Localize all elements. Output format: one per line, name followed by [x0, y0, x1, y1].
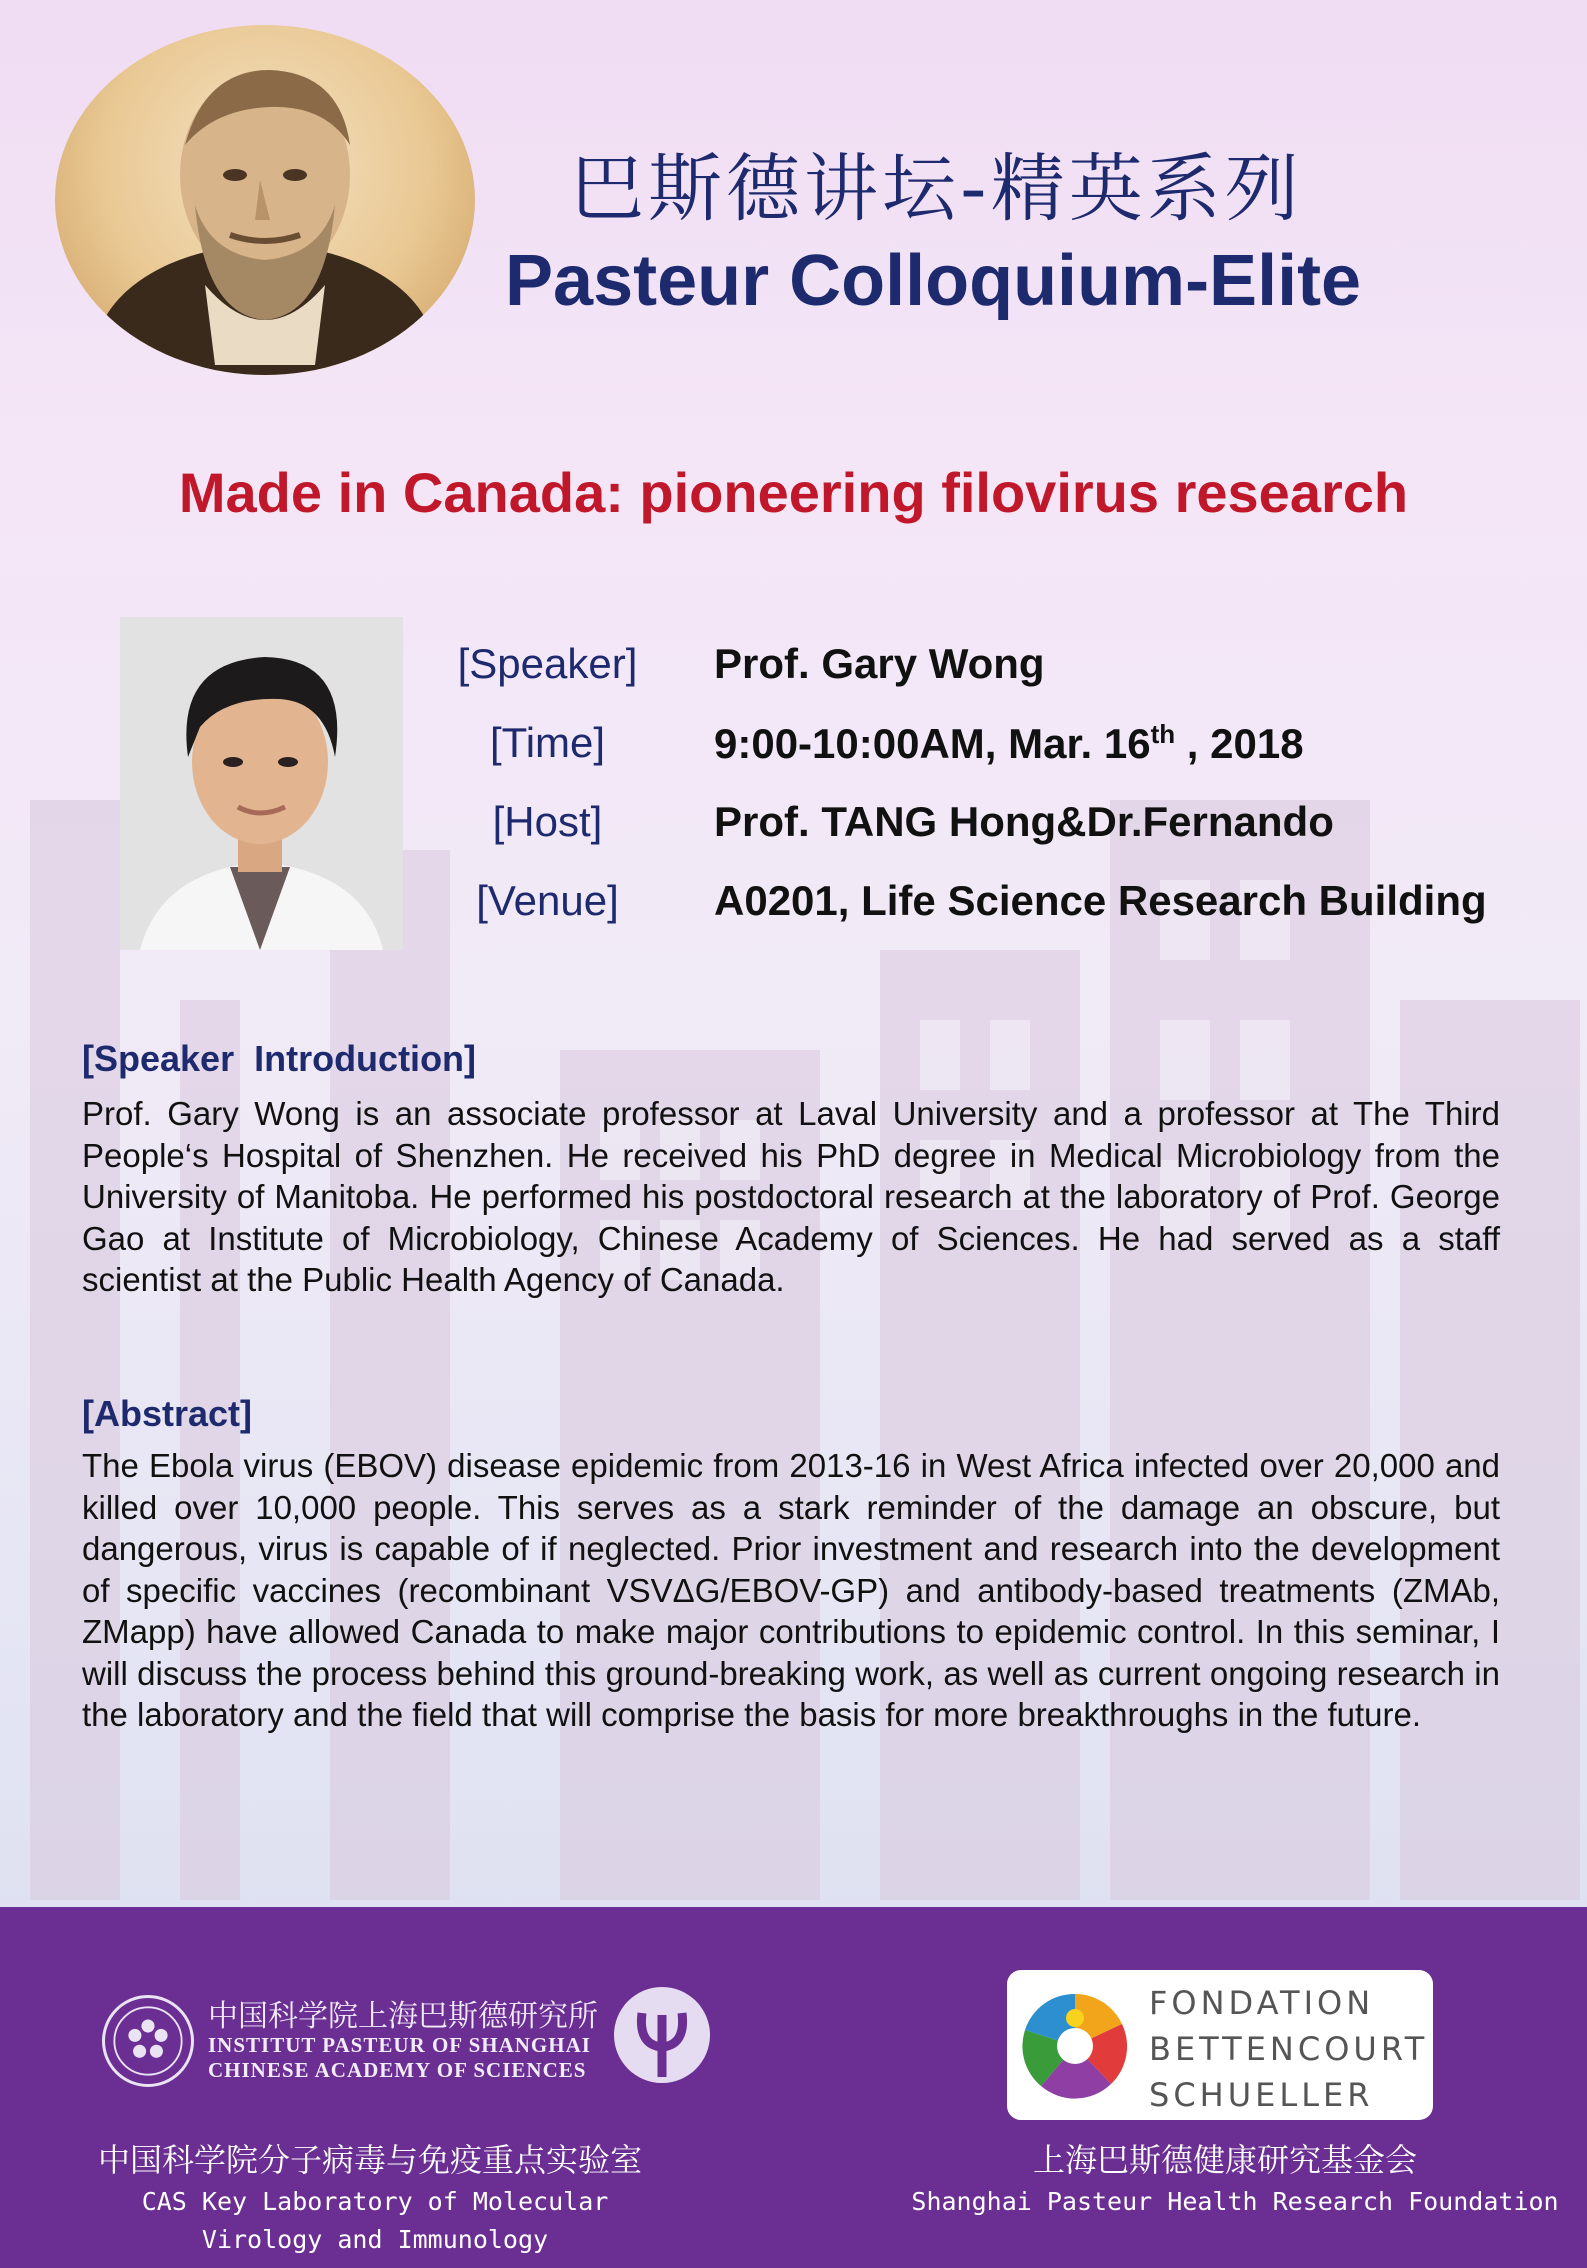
institut-pasteur-shanghai-logo: [102, 1985, 722, 2095]
cas-key-lab-name-chinese: 中国科学院分子病毒与免疫重点实验室: [97, 2141, 642, 2179]
detail-label: [Speaker]: [457, 640, 638, 687]
talk-title: Made in Canada: pioneering filovirus research: [178, 461, 1409, 524]
detail-label: [Venue]: [476, 877, 619, 924]
detail-row-host: [0, 798, 1587, 858]
footer-band: [0, 1907, 1587, 2268]
cas-name-english-line2: CHINESE ACADEMY OF SCIENCES: [208, 2058, 587, 2082]
fbs-name-line2: BETTENCOURT: [1149, 2030, 1429, 2068]
detail-label: [Host]: [492, 798, 603, 845]
detail-value: A0201, Life Science Research Building: [714, 877, 1487, 924]
louis-pasteur-portrait: [55, 25, 475, 375]
foundation-name-chinese: 上海巴斯德健康研究基金会: [1032, 2141, 1417, 2179]
introduction-heading: [Speaker Introduction]: [82, 1038, 477, 1079]
detail-value: 9:00-10:00AM, Mar. 16th , 2018: [714, 719, 1304, 767]
abstract-heading: [Abstract]: [82, 1393, 253, 1434]
cas-name-english-line1: INSTITUT PASTEUR OF SHANGHAI: [208, 2033, 591, 2057]
detail-value: Prof. Gary Wong: [714, 640, 1045, 687]
foundation-name-english: Shanghai Pasteur Health Research Foundation: [911, 2187, 1559, 2216]
detail-label: [Time]: [489, 719, 606, 766]
detail-row-speaker: [0, 640, 1587, 700]
fbs-colorful-mark-icon: [1019, 1990, 1131, 2102]
abstract-body: The Ebola virus (EBOV) disease epidemic from 2013-16 in West Africa infected over 20,000 and killed over 10,000 people. This serves as a stark reminder of the damage an obscure, but dangerous, virus is capable of if neglected. Prior investment and research into the development of specific vaccines (recombinant VSVΔG/EBOV-GP) and antibody-based treatments (ZMAb, ZMapp) have allowed Canada to make major contributions to epidemic control. In this seminar, I will discuss the process behind this ground-breaking work, as well as current ongoing research in the laboratory and the field that will comprise the basis for more breakthroughs in the future.: [82, 1447, 1500, 1733]
detail-value: Prof. TANG Hong&Dr.Fernando: [714, 798, 1334, 845]
cas-key-lab-name-english: CAS Key Laboratory of Molecular Virology and Immunology: [141, 2187, 609, 2254]
fbs-name-line3: SCHUELLER: [1149, 2076, 1374, 2114]
fbs-name-line1: FONDATION: [1149, 1984, 1375, 2022]
detail-row-venue: [0, 877, 1587, 937]
detail-row-time: [0, 719, 1587, 779]
cas-name-chinese: 中国科学院上海巴斯德研究所: [208, 1999, 598, 2034]
institut-pasteur-emblem-icon: [612, 1985, 712, 2085]
series-title-english: Pasteur Colloquium-Elite: [505, 241, 1362, 321]
cas-emblem-icon: [102, 1995, 194, 2087]
series-title-chinese: 巴斯德讲坛-精英系列: [570, 146, 1303, 232]
introduction-body: Prof. Gary Wong is an associate professor at Laval University and a professor at The Third People‘s Hospital of Shenzhen. He received his PhD degree in Medical Microbiology from the University of Manitoba. He performed his postdoctoral research at the laboratory of Prof. George Gao at Institute of Microbiology, Chinese Academy of Sciences. He had served as a staff scientist at the Public Health Agency of Canada.: [82, 1095, 1500, 1298]
fondation-bettencourt-schueller-logo: [1007, 1970, 1433, 2120]
